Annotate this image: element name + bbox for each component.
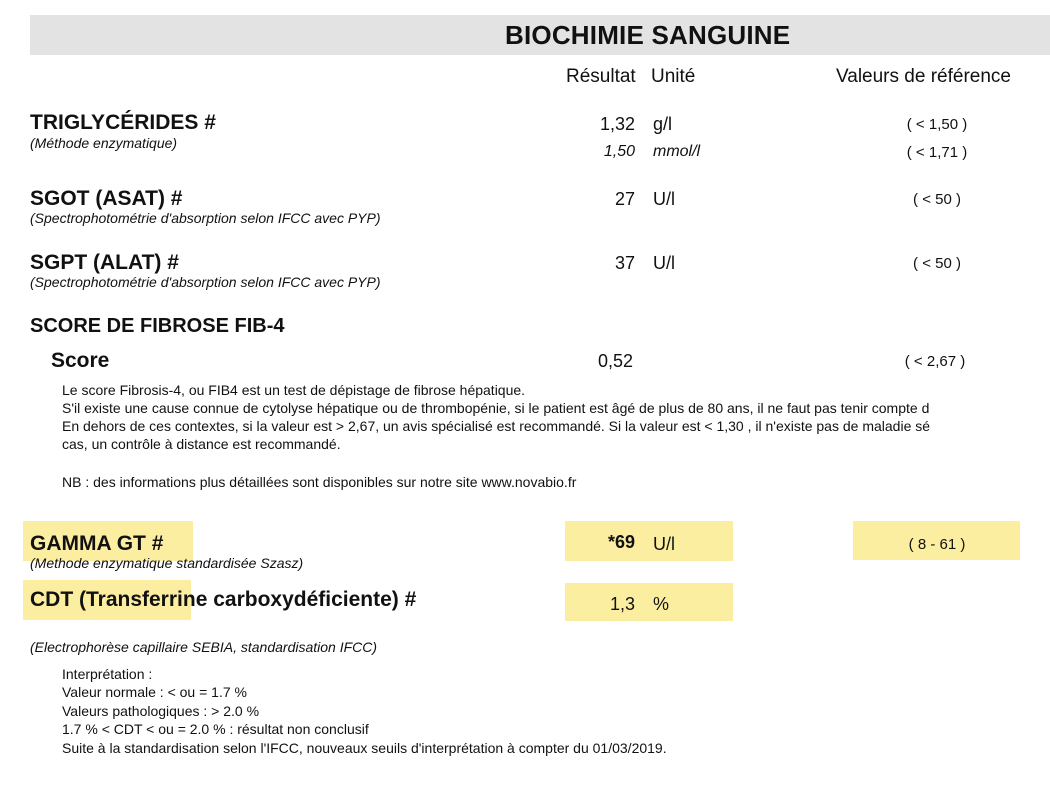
fib4-note-line: En dehors de ces contextes, si la valeur est > 2,67, un avis spécialisé est recommandé. Si la valeur est < 1,30 , il n'existe pas de maladie sé — [62, 418, 931, 434]
result-value-triglycerides-mmol: 1,50 — [603, 143, 635, 160]
result-value-cdt: 1,3 — [609, 594, 635, 614]
fib4-note-line: cas, un contrôle à distance est recommandé. — [62, 436, 341, 452]
test-name-cdt: CDT (Transferrine carboxydéficiente) # — [30, 588, 417, 611]
test-method-ggt: (Methode enzymatique standardisée Szasz) — [30, 555, 304, 571]
reference-triglycerides-mmol: ( < 1,71 ) — [906, 144, 968, 161]
test-method-sgpt: (Spectrophotométrie d'absorption selon IFCC avec PYP) — [30, 274, 381, 290]
fib4-score-label: Score — [51, 349, 110, 372]
fib4-title: SCORE DE FIBROSE FIB-4 — [30, 315, 285, 337]
result-unit-sgot: U/l — [653, 189, 675, 209]
result-value-triglycerides: 1,32 — [599, 114, 635, 134]
cdt-interpretation-line: Valeur normale : < ou = 1.7 % — [62, 684, 247, 700]
column-header-reference: Valeurs de référence — [836, 66, 1011, 87]
reference-triglycerides: ( < 1,50 ) — [906, 116, 968, 133]
result-unit-triglycerides-mmol: mmol/l — [653, 143, 701, 160]
test-name-ggt: GAMMA GT # — [30, 532, 164, 555]
reference-sgot: ( < 50 ) — [913, 191, 961, 208]
cdt-interpretation-line: Valeurs pathologiques : > 2.0 % — [62, 703, 260, 719]
cdt-interpretation-line: Suite à la standardisation selon l'IFCC, nouveaux seuils d'interprétation à compter du 01/03/2019. — [62, 740, 667, 756]
section-title: BIOCHIMIE SANGUINE — [505, 20, 791, 50]
fib4-note-line: S'il existe une cause connue de cytolyse hépatique ou de thrombopénie, si le patient est âgé de plus de 80 ans, il ne faut pas tenir compte d — [62, 400, 930, 416]
result-unit-triglycerides: g/l — [653, 114, 673, 134]
fib4-note-line: Le score Fibrosis-4, ou FIB4 est un test de dépistage de fibrose hépatique. — [62, 382, 526, 398]
result-value-sgot: 27 — [614, 189, 635, 209]
reference-ggt: ( 8 - 61 ) — [908, 536, 966, 553]
test-method-triglycerides: (Méthode enzymatique) — [30, 135, 178, 151]
result-unit-ggt: U/l — [653, 534, 675, 554]
fib4-nb-note: NB : des informations plus détaillées sont disponibles sur notre site www.novabio.fr — [62, 474, 577, 490]
fib4-score-reference: ( < 2,67 ) — [904, 353, 966, 370]
column-header-result: Résultat — [566, 66, 636, 87]
test-name-triglycerides: TRIGLYCÉRIDES # — [30, 111, 216, 134]
cdt-interpretation-line: 1.7 % < CDT < ou = 2.0 % : résultat non conclusif — [62, 721, 369, 737]
test-name-sgot: SGOT (ASAT) # — [30, 187, 183, 210]
result-unit-cdt: % — [653, 594, 670, 614]
test-method-sgot: (Spectrophotométrie d'absorption selon IFCC avec PYP) — [30, 210, 381, 226]
fib4-score-value: 0,52 — [597, 351, 633, 371]
test-name-sgpt: SGPT (ALAT) # — [30, 251, 179, 274]
result-value-sgpt: 37 — [614, 253, 635, 273]
column-header-unit: Unité — [651, 66, 696, 87]
result-value-ggt: *69 — [607, 532, 635, 552]
cdt-interpretation-line: Interprétation : — [62, 666, 153, 682]
test-method-cdt: (Electrophorèse capillaire SEBIA, standardisation IFCC) — [30, 639, 378, 655]
result-unit-sgpt: U/l — [653, 253, 675, 273]
reference-sgpt: ( < 50 ) — [913, 255, 961, 272]
